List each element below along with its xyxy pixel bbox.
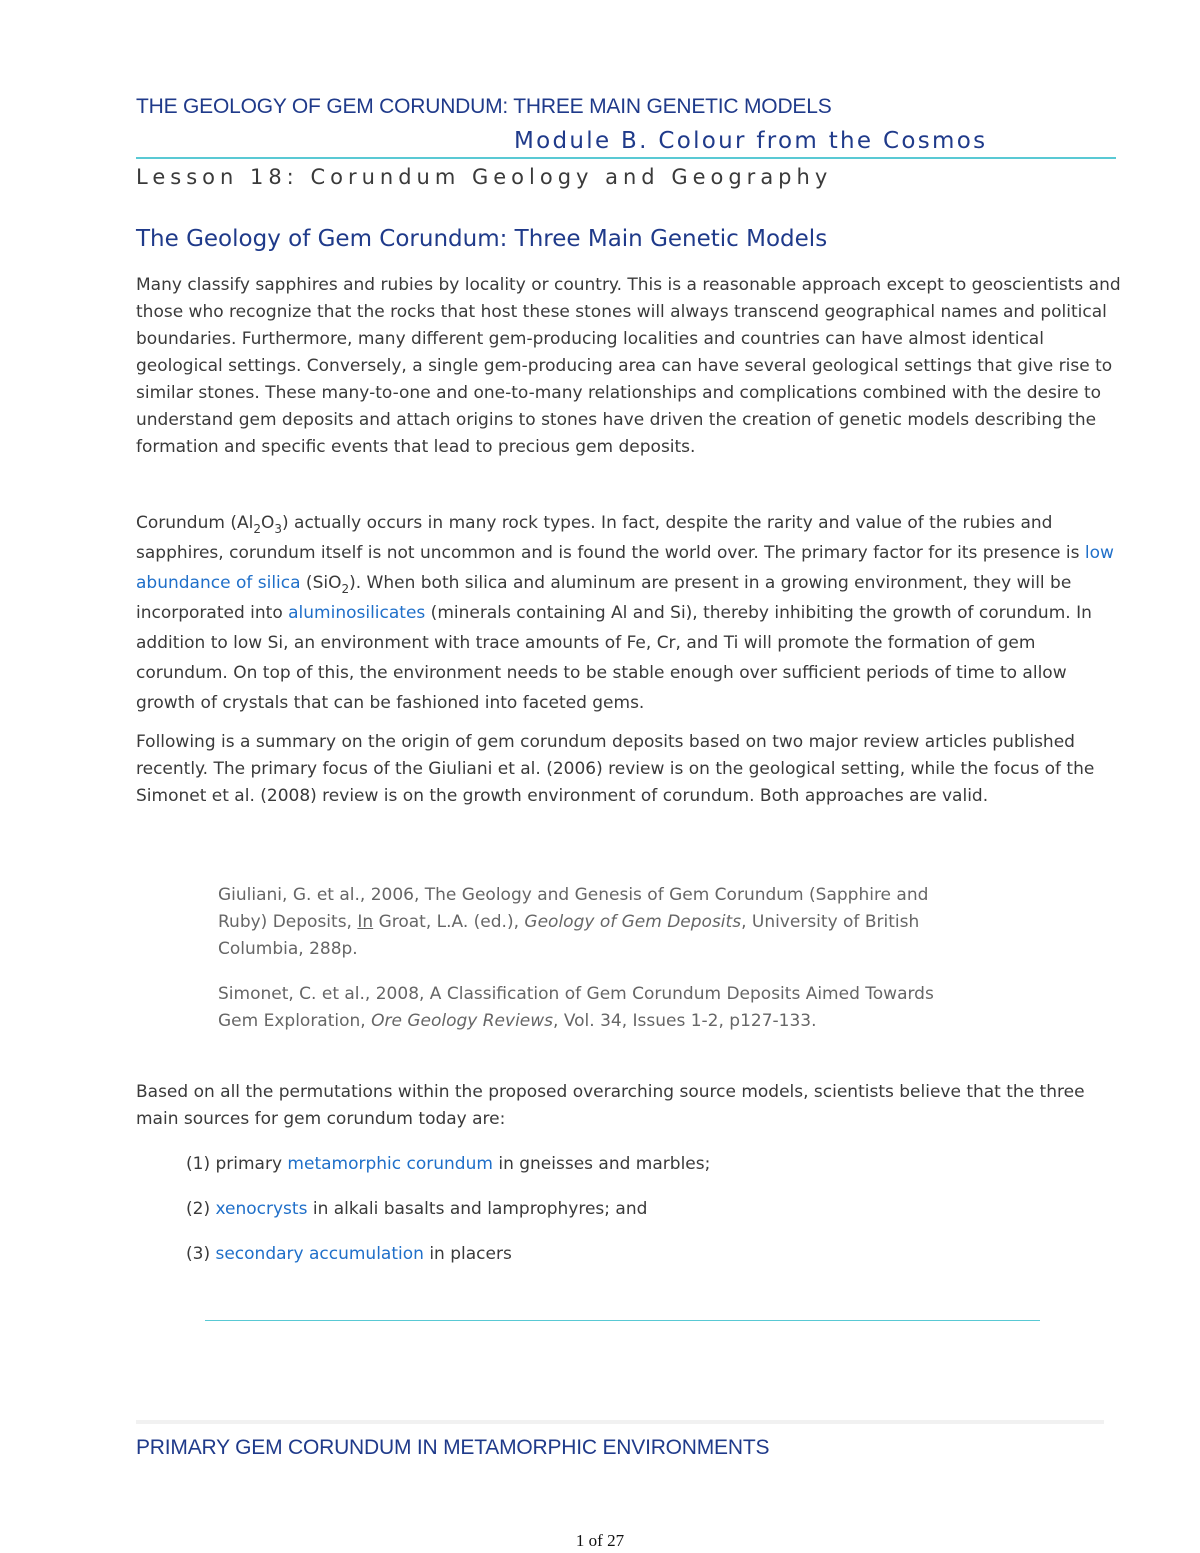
corundum-paragraph: Corundum $(Al_2O_3)$ actually occurs in many rock types. In fact, despite the rarity and value of the rubies and sapphires, corundum itself is not uncommon and is found the world over. The primary factor for its presence is low abundance of silica (SiO$_2$). When both silica and aluminum are present in a growing environment, they will be incorporated into aluminosilicates (minerals containing Al and Si), thereby inhibiting the growth of corundum. In addition to low Si, an environment with trace amounts of Fe, Cr, and Ti will promote the formation of gem corundum. On top of this, the environment needs to be stable enough over sufficient periods of time to allow growth of crystals that can be fashioned into faceted gems. xyxy=(136,513,1114,713)
source-item-metamorphic: (1) primary metamorphic corundum in gneisses and marbles; xyxy=(186,1154,711,1174)
summary-paragraph: Following is a summary on the origin of gem corundum deposits based on two major review articles published recently. The primary focus of the Giuliani et al. (2006) review is on the geological setting, while the focus of the Simonet et al. (2008) review is on the growth environment of corundum. Both approaches are valid. xyxy=(136,732,1095,806)
secondary-accumulation-link[interactable]: secondary accumulation xyxy=(215,1244,424,1264)
sources-intro-paragraph: Based on all the permutations within the proposed overarching source models, scientists believe that the three main sources for gem corundum today are: xyxy=(136,1082,1085,1129)
lesson-title: Lesson 18: Corundum Geology and Geography xyxy=(136,165,833,189)
aluminosilicates-link[interactable]: aluminosilicates xyxy=(288,603,426,623)
source-item-xenocrysts: (2) xenocrysts in alkali basalts and lamprophyres; and xyxy=(186,1199,648,1219)
section-heading: The Geology of Gem Corundum: Three Main Genetic Models xyxy=(136,226,828,252)
silica-link[interactable]: low abundance of silica xyxy=(136,543,1114,593)
header-divider xyxy=(136,157,1116,159)
next-section-heading: PRIMARY GEM CORUNDUM IN METAMORPHIC ENVIRONMENTS xyxy=(136,1436,770,1459)
document-header-title: THE GEOLOGY OF GEM CORUNDUM: THREE MAIN GENETIC MODELS xyxy=(136,95,832,118)
reference-giuliani: Giuliani, G. et al., 2006, The Geology and Genesis of Gem Corundum (Sapphire and Ruby) Deposits, In Groat, L.A. (ed.), Geology of Gem Deposits, University of British Columbia, 288p. xyxy=(218,885,929,959)
page-number: 1 of 27 xyxy=(575,1531,625,1550)
reference-simonet: Simonet, C. et al., 2008, A Classification of Gem Corundum Deposits Aimed Towards Gem Exploration, Ore Geology Reviews, Vol. 34, Issues 1-2, p127-133. xyxy=(218,984,934,1031)
metamorphic-corundum-link[interactable]: metamorphic corundum xyxy=(287,1154,493,1174)
section-separator xyxy=(136,1420,1104,1424)
intro-paragraph: Many classify sapphires and rubies by locality or country. This is a reasonable approach except to geoscientists and those who recognize that the rocks that host these stones will always transcend geographical names and political boundaries. Furthermore, many different gem-producing localities and countries can have almost identical geological settings. Conversely, a single gem-producing area can have several geological settings that give rise to similar stones. These many-to-one and one-to-many relationships and complications combined with the desire to understand gem deposits and attach origins to stones have driven the creation of genetic models describing the formation and specific events that lead to precious gem deposits. xyxy=(136,275,1121,457)
section-divider xyxy=(205,1320,1040,1321)
xenocrysts-link[interactable]: xenocrysts xyxy=(215,1199,308,1219)
source-item-secondary: (3) secondary accumulation in placers xyxy=(186,1244,512,1264)
module-title: Module B. Colour from the Cosmos xyxy=(514,128,988,154)
